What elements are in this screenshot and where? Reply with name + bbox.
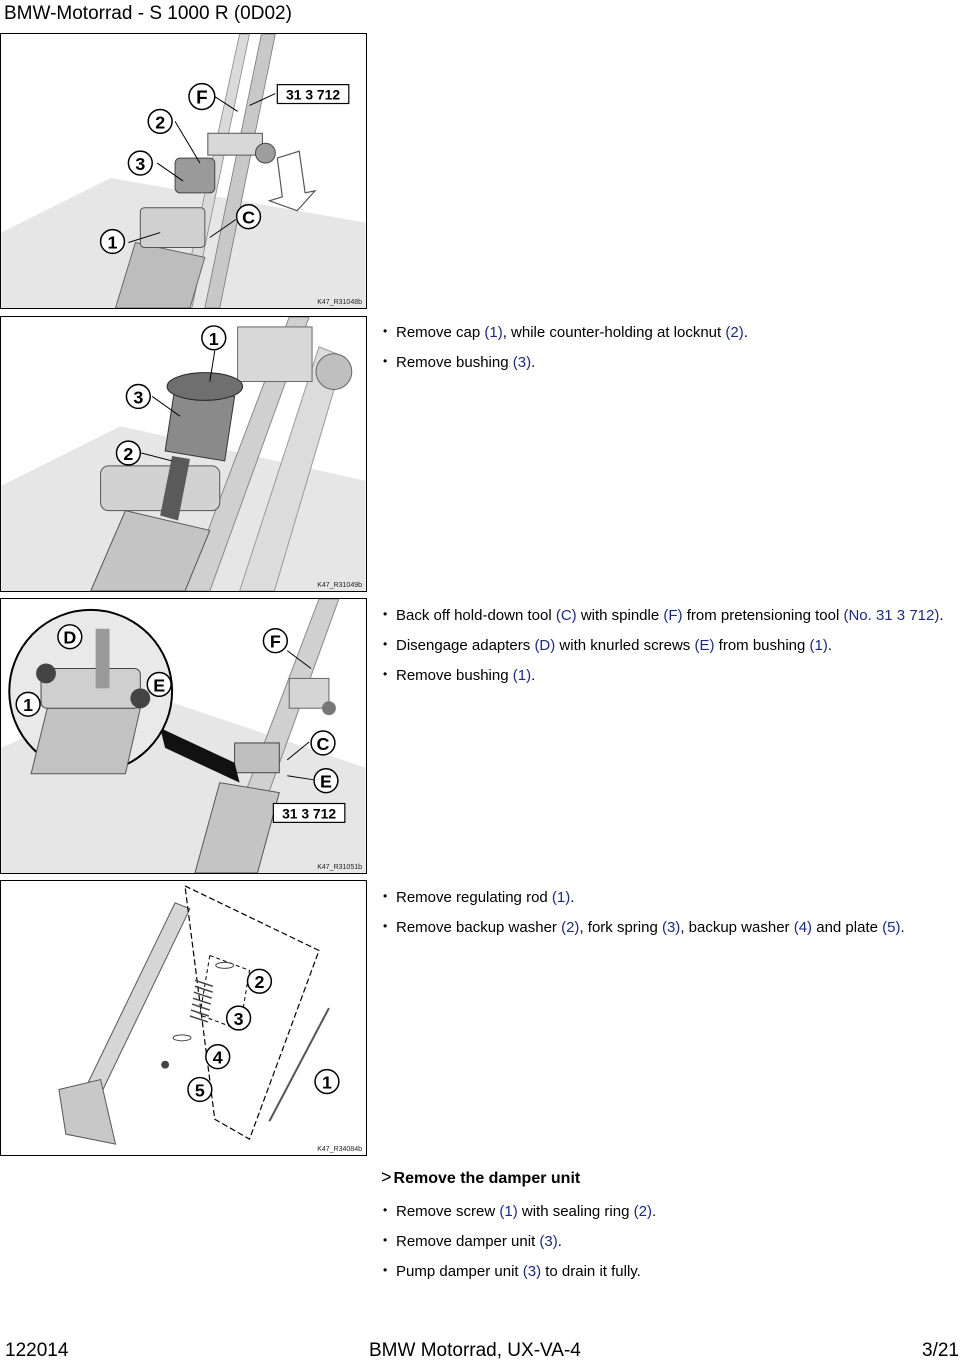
callout-label: 5	[194, 1080, 205, 1101]
step-text: Remove bushing	[396, 667, 513, 684]
tool-number-label: 31 3 712	[286, 86, 341, 103]
step-text: from pretensioning tool	[682, 607, 844, 624]
callout-label: 2	[155, 112, 166, 133]
step-text: .	[900, 919, 905, 936]
figure-2-illustration	[1, 317, 366, 591]
part-reference: (2)	[633, 1203, 652, 1220]
instruction-step	[380, 636, 955, 655]
step-text: Back off hold-down tool	[396, 607, 556, 624]
step-text: .	[557, 1233, 562, 1250]
instruction-step	[380, 1232, 955, 1251]
figure-code: K47_R34084b	[317, 1146, 362, 1153]
footer-page-number: 3/21	[922, 1340, 959, 1361]
step-text: Pump damper unit	[396, 1263, 523, 1280]
part-reference: (1)	[512, 667, 532, 684]
instruction-list	[380, 323, 955, 383]
instruction-step	[380, 1202, 955, 1221]
instruction-step	[380, 1262, 955, 1281]
instruction-list	[380, 888, 955, 948]
part-reference: (2)	[725, 324, 744, 341]
step-text: with knurled screws	[555, 637, 695, 654]
step-text: Remove screw	[396, 1203, 500, 1220]
callout-label: 4	[212, 1047, 223, 1068]
step-text: from bushing	[714, 637, 810, 654]
instruction-step	[380, 888, 955, 907]
part-reference: (2)	[561, 919, 580, 936]
part-reference: (3)	[539, 1233, 558, 1250]
figure-3	[0, 598, 367, 874]
step-text: .	[570, 889, 575, 906]
part-reference: (1)	[499, 1203, 518, 1220]
footer-document-id: BMW Motorrad, UX-VA-4	[369, 1340, 581, 1361]
step-text: .	[743, 324, 748, 341]
instruction-list	[380, 606, 955, 696]
part-reference: (3)	[661, 919, 681, 936]
callout-label: C	[242, 207, 255, 228]
figure-4	[0, 880, 367, 1156]
figure-code: K47_R31049b	[317, 582, 362, 589]
step-text: Remove damper unit	[396, 1233, 540, 1250]
part-reference: (5)	[882, 919, 901, 936]
part-reference: (1)	[551, 889, 571, 906]
part-reference: (C)	[555, 607, 577, 624]
callout-label: 1	[321, 1072, 332, 1093]
part-reference: (E)	[694, 637, 715, 654]
instruction-step	[380, 353, 955, 372]
step-text: , while counter-holding at locknut	[502, 324, 726, 341]
callout-label: C	[316, 733, 330, 754]
callout-label: 3	[233, 1008, 244, 1029]
step-text: Disengage adapters	[396, 637, 535, 654]
figure-code: K47_R31051b	[317, 864, 362, 871]
instruction-step	[380, 606, 955, 625]
step-text: .	[827, 637, 833, 654]
callout-label: 3	[133, 387, 144, 408]
figure-1-illustration	[1, 34, 366, 308]
callout-label: F	[269, 631, 281, 652]
instruction-list	[380, 1202, 955, 1292]
tool-number-label: 31 3 712	[282, 805, 337, 822]
step-text: to drain it fully.	[541, 1263, 641, 1280]
part-reference: (F)	[663, 607, 683, 624]
step-text: .	[531, 354, 536, 371]
subheading-text: Remove the damper unit	[393, 1170, 581, 1187]
step-text: Remove backup washer	[396, 919, 562, 936]
instruction-step	[380, 666, 955, 685]
callout-label: F	[196, 86, 208, 108]
callout-label: 3	[135, 154, 146, 175]
figure-3-illustration	[1, 599, 366, 873]
step-text: , fork spring	[579, 919, 662, 936]
step-text: and plate	[812, 919, 883, 936]
figure-4-illustration	[1, 881, 366, 1155]
step-text: with spindle	[576, 607, 664, 624]
part-reference: (3)	[522, 1263, 542, 1280]
callout-label: D	[63, 627, 77, 648]
part-reference: (D)	[534, 637, 556, 654]
arrow-icon: >	[381, 1167, 392, 1187]
part-reference: (1)	[809, 637, 828, 654]
step-text: Remove bushing	[396, 354, 513, 371]
step-text: .	[939, 607, 944, 624]
callout-label: E	[153, 675, 166, 696]
step-text: Remove cap	[396, 324, 485, 341]
figure-2	[0, 316, 367, 592]
part-reference: (3)	[512, 354, 532, 371]
callout-label: 1	[23, 695, 34, 716]
figure-1	[0, 33, 367, 309]
step-text: .	[651, 1203, 657, 1220]
callout-label: E	[319, 771, 332, 792]
figure-code: K47_R31048b	[317, 299, 362, 306]
instruction-step	[380, 323, 955, 342]
step-text: , backup washer	[680, 919, 794, 936]
step-text: Remove regulating rod	[396, 889, 552, 906]
callout-label: 1	[107, 232, 118, 253]
callout-label: 1	[208, 328, 219, 349]
page-header-title: BMW-Motorrad - S 1000 R (0D02)	[4, 3, 292, 24]
part-reference: (4)	[793, 919, 813, 936]
instruction-step	[380, 918, 955, 937]
step-text: .	[531, 667, 536, 684]
footer-date: 122014	[5, 1340, 69, 1361]
step-text: with sealing ring	[517, 1203, 634, 1220]
part-reference: (1)	[484, 324, 503, 341]
part-reference: (No. 31 3 712)	[843, 607, 940, 624]
callout-label: 2	[123, 443, 134, 464]
subheading	[381, 1167, 580, 1188]
callout-label: 2	[254, 972, 265, 993]
